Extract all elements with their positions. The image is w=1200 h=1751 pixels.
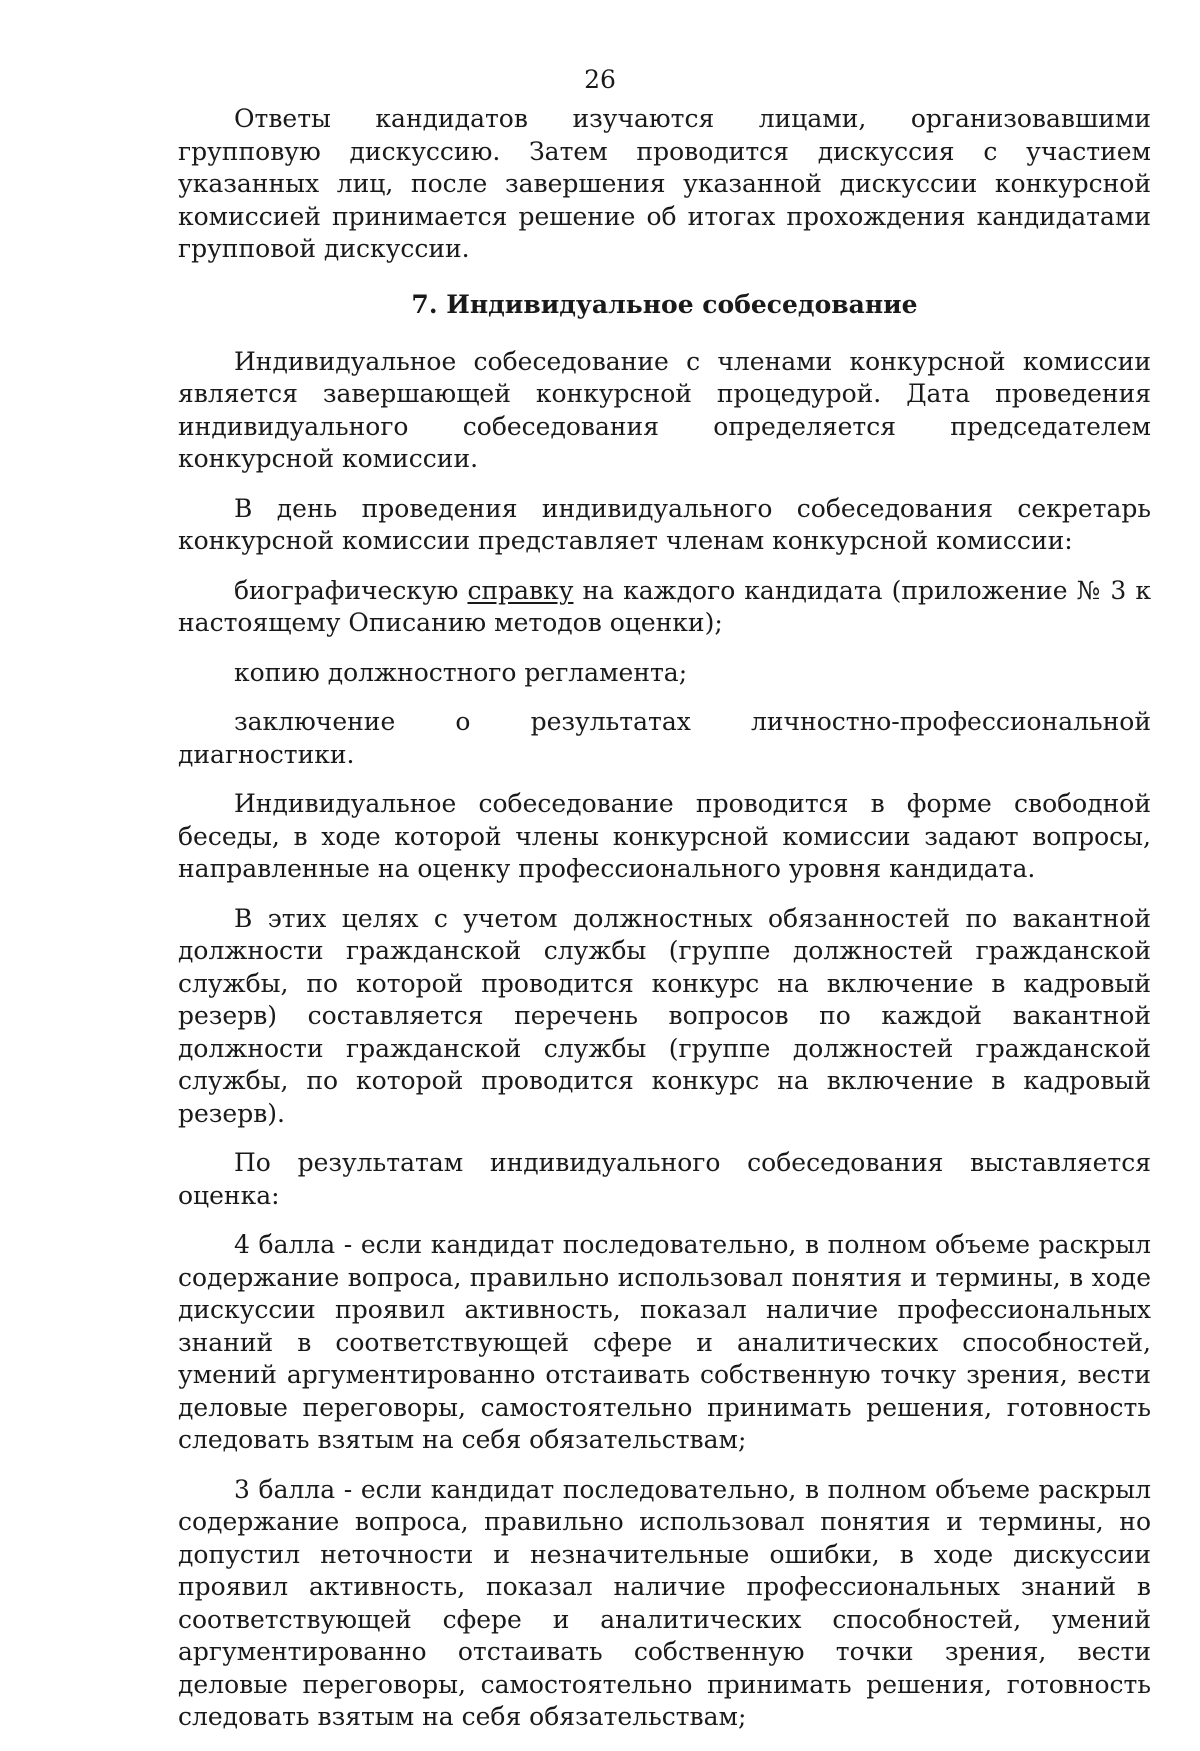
paragraph-regulation-copy: копию должностного регламента;	[234, 657, 688, 687]
paragraph-interview-definition: Индивидуальное собеседование с членами конкурсной комиссии является завершающей конкурсной процедурой. Дата проведения индивидуального собеседования определяется председателем конкурсной комиссии.	[178, 346, 1151, 473]
biographical-text-before: биографическую	[234, 575, 468, 605]
biographical-text-after: на каждого кандидата (приложение № 3 к настоящему Описанию методов оценки);	[178, 575, 1152, 637]
paragraph-interview-form: Индивидуальное собеседование проводится в форме свободной беседы, в ходе которой члены конкурсной комиссии задают вопросы, направленные на оценку профессионального уровня кандидата.	[178, 789, 1151, 883]
document-body	[178, 103, 1151, 1751]
intro-paragraph: Ответы кандидатов изучаются лицами, организовавшими групповую дискуссию. Затем проводится дискуссия с участием указанных лиц, после завершения указанной дискуссии конкурсной комиссией принимается решение об итогах прохождения кандидатами групповой дискуссии.	[178, 104, 1151, 263]
paragraph-diagnostics-conclusion: заключение о результатах личностно-профессиональной диагностики.	[178, 707, 1151, 769]
paragraph-grade-4: 4 балла - если кандидат последовательно, в полном объеме раскрыл содержание вопроса, правильно использовал понятия и термины, в ходе дискуссии проявил активность, показал наличие профессиональных знаний в соответствующей сфере и аналитических способностей, умений аргументированно отстаивать собственную точку зрения, вести деловые переговоры, самостоятельно принимать решения, готовность следовать взятым на себя обязательствам;	[178, 1230, 1151, 1454]
paragraph-grading-intro: По результатам индивидуального собеседования выставляется оценка:	[178, 1148, 1151, 1210]
section-title: 7. Индивидуальное собеседование	[411, 289, 918, 319]
paragraph-questions-list: В этих целях с учетом должностных обязанностей по вакантной должности гражданской службы (группе должностей гражданской службы, по которой проводится конкурс на включение в кадровый резерв) составляется перечень вопросов по каждой вакантной должности гражданской службы (группе должностей гражданской службы, по которой проводится конкурс на включение в кадровый резерв).	[178, 903, 1151, 1128]
paragraph-secretary-presents: В день проведения индивидуального собеседования секретарь конкурсной комиссии представляет членам конкурсной комиссии:	[178, 493, 1151, 555]
paragraph-grade-3: 3 балла - если кандидат последовательно, в полном объеме раскрыл содержание вопроса, правильно использовал понятия и термины, но допустил неточности и незначительные ошибки, в ходе дискуссии проявил активность, показал наличие профессиональных знаний в соответствующей сфере и аналитических способностей, умений аргументированно отстаивать собственную точки зрения, вести деловые переговоры, самостоятельно принимать решения, готовность следовать взятым на себя обязательствам;	[178, 1474, 1151, 1731]
page-number: 26	[584, 65, 616, 94]
reference-link[interactable]: справку	[467, 575, 574, 605]
paragraph-biographical-reference	[178, 575, 1151, 640]
